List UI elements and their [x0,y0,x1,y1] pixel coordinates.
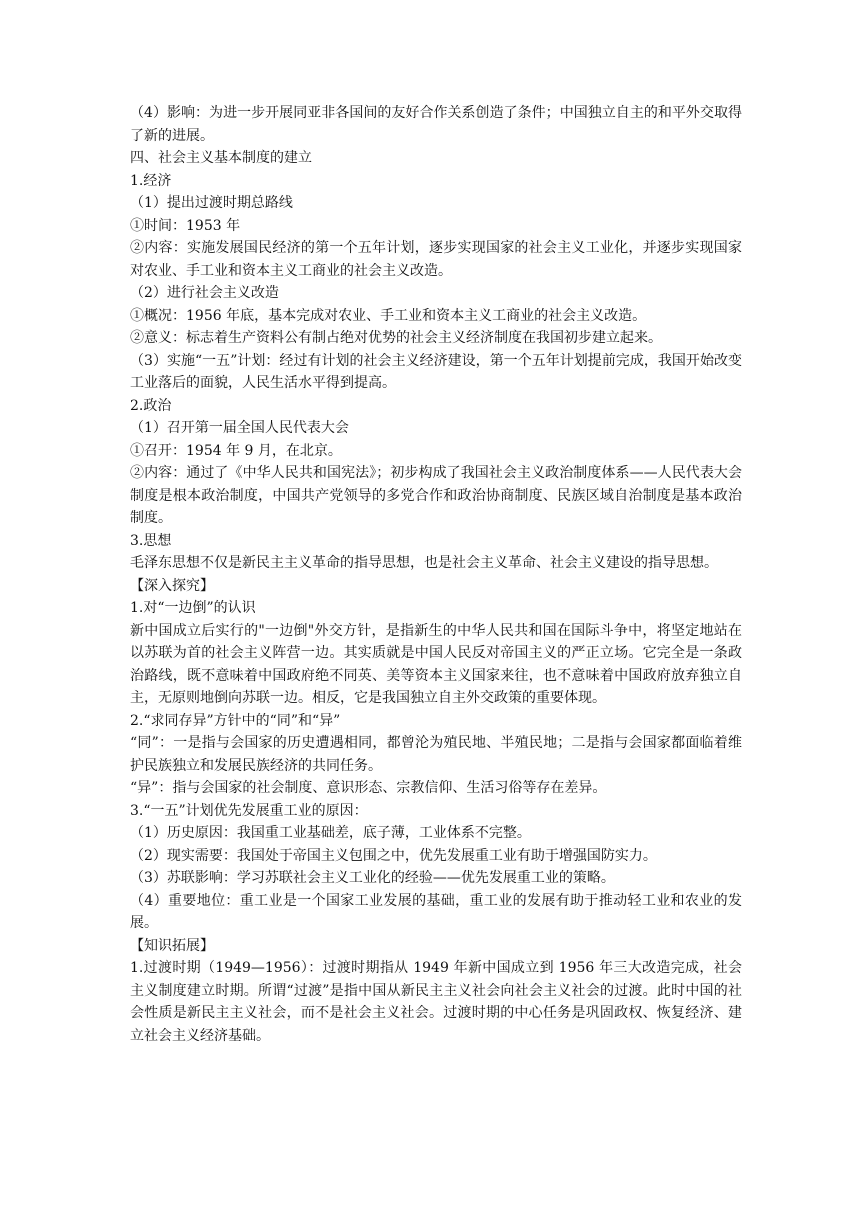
subheading-lean-to-one-side: 1.对“一边倒”的认识 [130,600,256,616]
subheading-politics: 2.政治 [130,397,172,414]
paragraph-difference: “异”：指与会国家的社会制度、意识形态、宗教信仰、生活习俗等存在差异。 [130,780,607,796]
item-historical-reason: （1）历史原因：我国重工业基础差，底子薄，工业体系不完整。 [130,825,531,841]
subheading-economy: 1.经济 [130,172,172,189]
subheading-seek-common-ground: 2.“求同存异”方针中的“同”和“异” [130,712,341,729]
paragraph-lean-to-one-side: 新中国成立后实行的"一边倒"外交方针，是指新生的中华人民共和国在国际斗争中，将坚定地站在以苏联为首的社会主义阵营一边。其实质就是中国人民反对帝国主义的严正立场。它完全是一条政治路线，既不意味着中国政府绝不同英、美等资本主义国家来往，也不意味着中国政府放弃独立自主，无原则地倒向苏联一边。相反，它是我国独立自主外交政策的重要体现。 [130,622,742,706]
item-overview-1956: ①概况：1956 年底，基本完成对农业、手工业和资本主义工商业的社会主义改造。 [130,307,647,324]
section-heading-deep-inquiry: 【深入探究】 [130,577,214,594]
item-convene-1954: ①召开：1954 年 9 月，在北京。 [130,442,342,459]
item-socialist-transformation: （2）进行社会主义改造 [130,285,279,301]
subheading-thought: 3.思想 [130,532,172,549]
section-heading-knowledge-extension: 【知识拓展】 [130,937,214,954]
item-soviet-influence: （3）苏联影响：学习苏联社会主义工业化的经验——优先发展重工业的策略。 [130,870,615,886]
paragraph-transition-period: 1.过渡时期（1949—1956）：过渡时期指从 1949 年新中国成立到 1956 年三大改造完成，社会主义制度建立时期。所谓“过渡”是指中国从新民主主义社会向社会主义社会的过渡。此时中国的社会性质是新民主主义社会，而不是社会主义社会。过渡时期的中心任务是巩固政权、恢复经济、建立社会主义经济基础。 [130,960,742,1044]
paragraph-common: “同”：一是指与会国家的历史遭遇相同，都曾沦为殖民地、半殖民地；二是指与会国家都面临着维护民族独立和发展民族经济的共同任务。 [130,735,742,774]
item-constitution-content: ②内容：通过了《中华人民共和国宪法》；初步构成了我国社会主义政治制度体系——人民代表大会制度是根本政治制度，中国共产党领导的多党合作和政治协商制度、民族区域自治制度是基本政治制度。 [130,465,742,526]
item-general-line: （1）提出过渡时期总路线 [130,195,293,211]
subheading-heavy-industry-reasons: 3.“一五”计划优先发展重工业的原因： [130,802,368,819]
section-heading-socialist-system: 四、社会主义基本制度的建立 [130,150,312,166]
item-time-1953: ①时间：1953 年 [130,217,241,234]
item-important-status: （4）重要地位：重工业是一个国家工业发展的基础，重工业的发展有助于推动轻工业和农业的发展。 [130,892,742,931]
item-first-five-year-plan: （3）实施“一五”计划：经过有计划的社会主义经济建设，第一个五年计划提前完成，我国开始改变工业落后的面貌，人民生活水平得到提高。 [130,352,742,391]
paragraph-mao-thought: 毛泽东思想不仅是新民主主义革命的指导思想，也是社会主义革命、社会主义建设的指导思想。 [130,555,718,571]
item-npc-congress: （1）召开第一届全国人民代表大会 [130,420,349,436]
document-page [130,102,742,1047]
item-practical-need: （2）现实需要：我国处于帝国主义包围之中，优先发展重工业有助于增强国防实力。 [130,847,657,864]
item-significance: ②意义：标志着生产资料公有制占绝对优势的社会主义经济制度在我国初步建立起来。 [130,330,662,346]
paragraph-impact: （4）影响：为进一步开展同亚非各国间的友好合作关系创造了条件；中国独立自主的和平外交取得了新的进展。 [130,105,742,144]
item-content-five-year-plan: ②内容：实施发展国民经济的第一个五年计划，逐步实现国家的社会主义工业化，并逐步实现国家对农业、手工业和资本主义工商业的社会主义改造。 [130,240,742,279]
